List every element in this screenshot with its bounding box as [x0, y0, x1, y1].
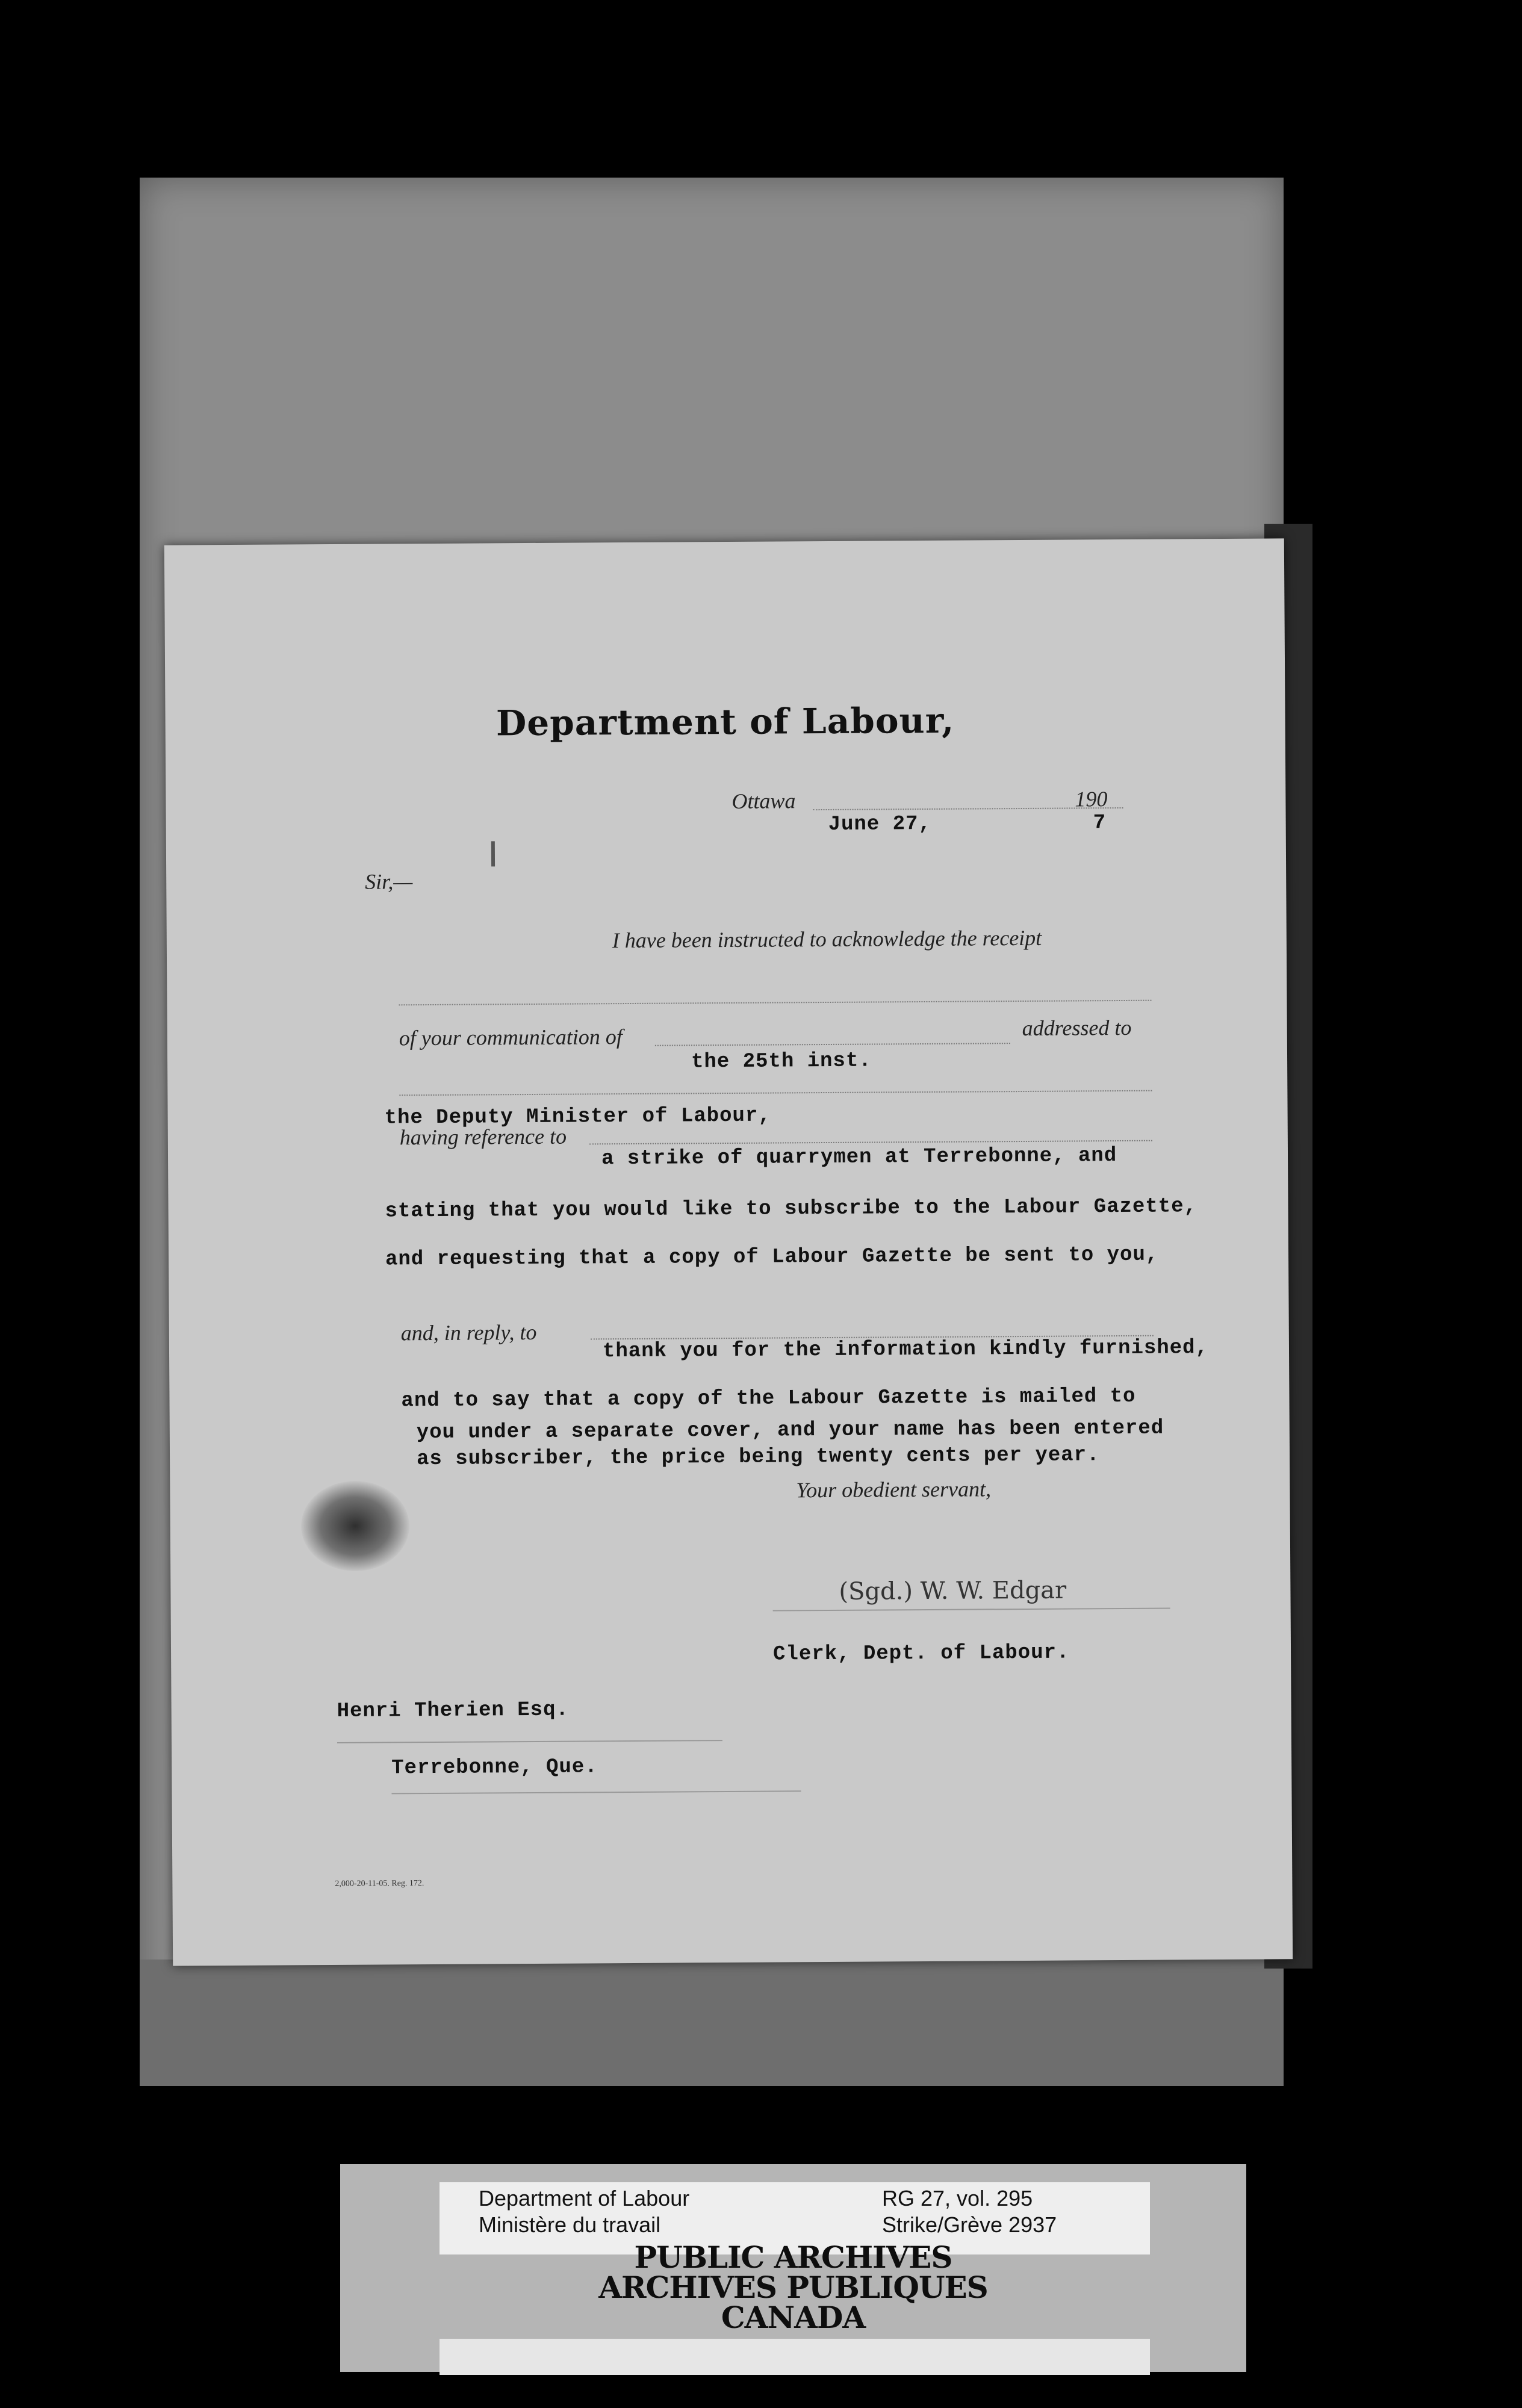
label-reference — [882, 2185, 1057, 2238]
label-ref: RG 27, vol. 295 — [882, 2186, 1033, 2211]
recipient-place-rule — [391, 1790, 801, 1794]
label-footer — [440, 2339, 1150, 2375]
archives-line-2: ARCHIVES PUBLIQUES — [598, 2270, 988, 2305]
recipient-name: Henri Therien Esq. — [337, 1698, 570, 1723]
reply-label: and, in reply, to — [400, 1320, 537, 1345]
acknowledge-line: I have been instructed to acknowledge the receipt — [612, 925, 1042, 953]
label-dept-en: Department of Labour — [479, 2186, 690, 2211]
subscriber-line: as subscriber, the price being twenty cents per year. — [416, 1444, 1100, 1471]
ink-smudge — [301, 1481, 409, 1571]
year-typed: 7 — [1093, 811, 1107, 835]
reference-typed: a strike of quarrymen at Terrebonne, and — [601, 1144, 1117, 1171]
pencil-mark — [491, 841, 495, 866]
reference-label: having reference to — [399, 1124, 567, 1150]
addressee-typed: the Deputy Minister of Labour, — [384, 1104, 771, 1130]
addressee-rule — [399, 1090, 1152, 1096]
label-department — [479, 2185, 689, 2238]
form-number: 2,000-20-11-05. Reg. 172. — [335, 1879, 424, 1889]
communication-rule — [655, 1043, 1010, 1046]
signature: (Sgd.) W. W. Edgar — [839, 1576, 1067, 1606]
reply-typed: thank you for the information kindly furnished, — [602, 1336, 1209, 1364]
place-printed: Ottawa — [731, 789, 796, 813]
archives-line-3: CANADA — [721, 2300, 866, 2335]
say-line: and to say that a copy of the Labour Gazette is mailed to — [401, 1385, 1136, 1413]
signature-rule — [773, 1608, 1170, 1612]
closing: Your obedient servant, — [796, 1477, 992, 1503]
letterhead: Department of Labour, — [495, 700, 955, 744]
blank-rule — [399, 1000, 1151, 1006]
signer-title: Clerk, Dept. of Labour. — [772, 1641, 1070, 1666]
recipient-place: Terrebonne, Que. — [391, 1755, 598, 1780]
communication-label: of your communication of — [399, 1025, 623, 1050]
date-typed: June 27, — [828, 812, 932, 836]
requesting-line: and requesting that a copy of Labour Gazette be sent to you, — [385, 1243, 1159, 1271]
letter-page — [164, 538, 1293, 1966]
reference-rule — [589, 1140, 1152, 1145]
label-strike: Strike/Grève 2937 — [882, 2212, 1057, 2237]
date-reference-typed: the 25th inst. — [691, 1049, 872, 1074]
archive-label — [340, 2164, 1246, 2372]
year-printed: 190 — [1075, 787, 1108, 811]
stating-line: stating that you would like to subscribe to the Labour Gazette, — [385, 1195, 1197, 1223]
label-dept-fr: Ministère du travail — [479, 2212, 661, 2237]
cover-line: you under a separate cover, and your name has been entered — [416, 1417, 1164, 1445]
archives-stamp — [340, 2239, 1246, 2335]
recipient-rule — [337, 1740, 722, 1743]
backing-sheet-shadow — [140, 1960, 1284, 2086]
addressed-to-label: addressed to — [1022, 1015, 1132, 1041]
salutation: Sir,— — [365, 869, 413, 894]
archives-line-1: PUBLIC ARCHIVES — [634, 2239, 952, 2275]
